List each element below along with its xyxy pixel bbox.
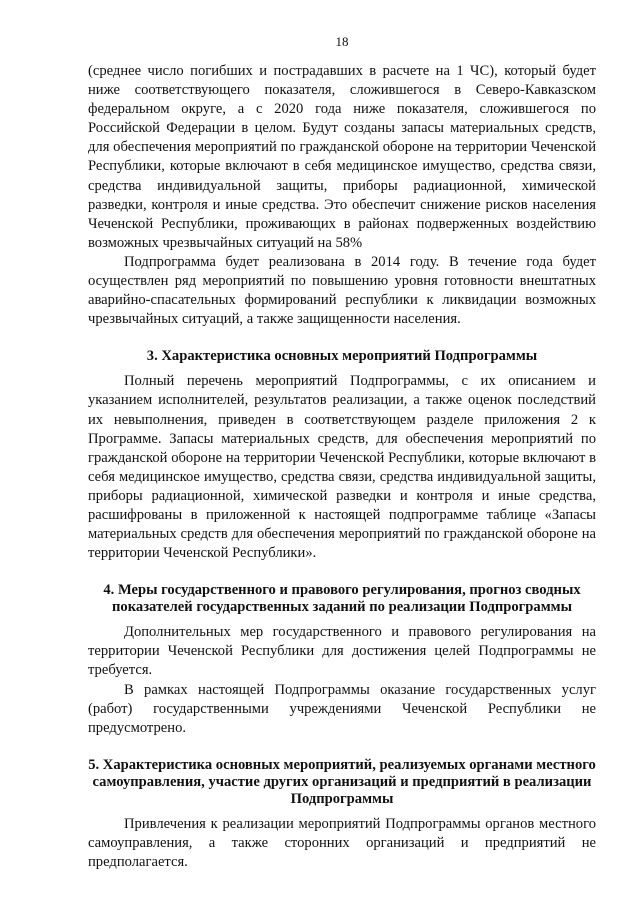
section-5-paragraph: Привлечения к реализации мероприятий Подпрограммы органов местного самоуправления, а также сторонних организаций и предприятий не предполагается. xyxy=(88,815,596,870)
page-number: 18 xyxy=(335,34,349,49)
section-4-heading: 4. Меры государственного и правового регулирования, прогноз сводных показателей государственных заданий по реализации Подпрограммы xyxy=(103,582,581,616)
section-4-paragraph-2: В рамках настоящей Подпрограммы оказание государственных услуг (работ) государственными учреждениями Чеченской Республики не предусмотрено. xyxy=(88,681,596,736)
section-3-heading: 3. Характеристика основных мероприятий Подпрограммы xyxy=(146,348,538,365)
section-5-heading: 5. Характеристика основных мероприятий, реализуемых органами местного самоуправления, участие других организаций и предприятий в реализации Подпрограммы xyxy=(88,756,596,807)
intro-paragraph-2: Подпрограмма будет реализована в 2014 году. В течение года будет осуществлен ряд мероприятий по повышению уровня готовности внештатных аварийно-спасательных формирований республики к ликвидации возможных чрезвычайных ситуаций, а также защищенности населения. xyxy=(88,253,596,328)
section-3-paragraph: Полный перечень мероприятий Подпрограммы, с их описанием и указанием исполнителей, результатов реализации, а также оценок последствий их невыполнения, приведен в соответствующем разделе приложения 2 к Программе. Запасы материальных средств, для обеспечения мероприятий по гражданской обороне на территории Чеченской Республики, которые включают в себя медицинское имущество, средства связи, средства индивидуальной защиты, приборы радиационной, химической разведки и контроля и иные средства, расшифрованы в приложенной к настоящей подпрограмме таблице «Запасы материальных средств для обеспечения мероприятий по гражданской обороне на территории Чеченской Республики». xyxy=(88,373,596,562)
section-4-paragraph-1: Дополнительных мер государственного и правового регулирования на территории Чеченской Республики для достижения целей Подпрограммы не требуется. xyxy=(88,624,596,679)
intro-paragraph-1: (среднее число погибших и пострадавших в расчете на 1 ЧС), который будет ниже соответствующего показателя, сложившегося в Северо-Кавказском федеральном округе, а с 2020 года ниже показателя, сложившегося по Российской Федерации в целом. Будут созданы запасы материальных средств, для обеспечения мероприятий по гражданской обороне на территории Чеченской Республики, которые включают в себя медицинское имущество, средства связи, средства индивидуальной защиты, приборы радиационной, химической разведки, контроля и иные средства. Это обеспечит снижение рисков населения Чеченской Республики, проживающих в районах подверженных воздействию возможных чрезвычайных ситуаций на 58% xyxy=(88,63,596,251)
document-page xyxy=(88,34,596,872)
